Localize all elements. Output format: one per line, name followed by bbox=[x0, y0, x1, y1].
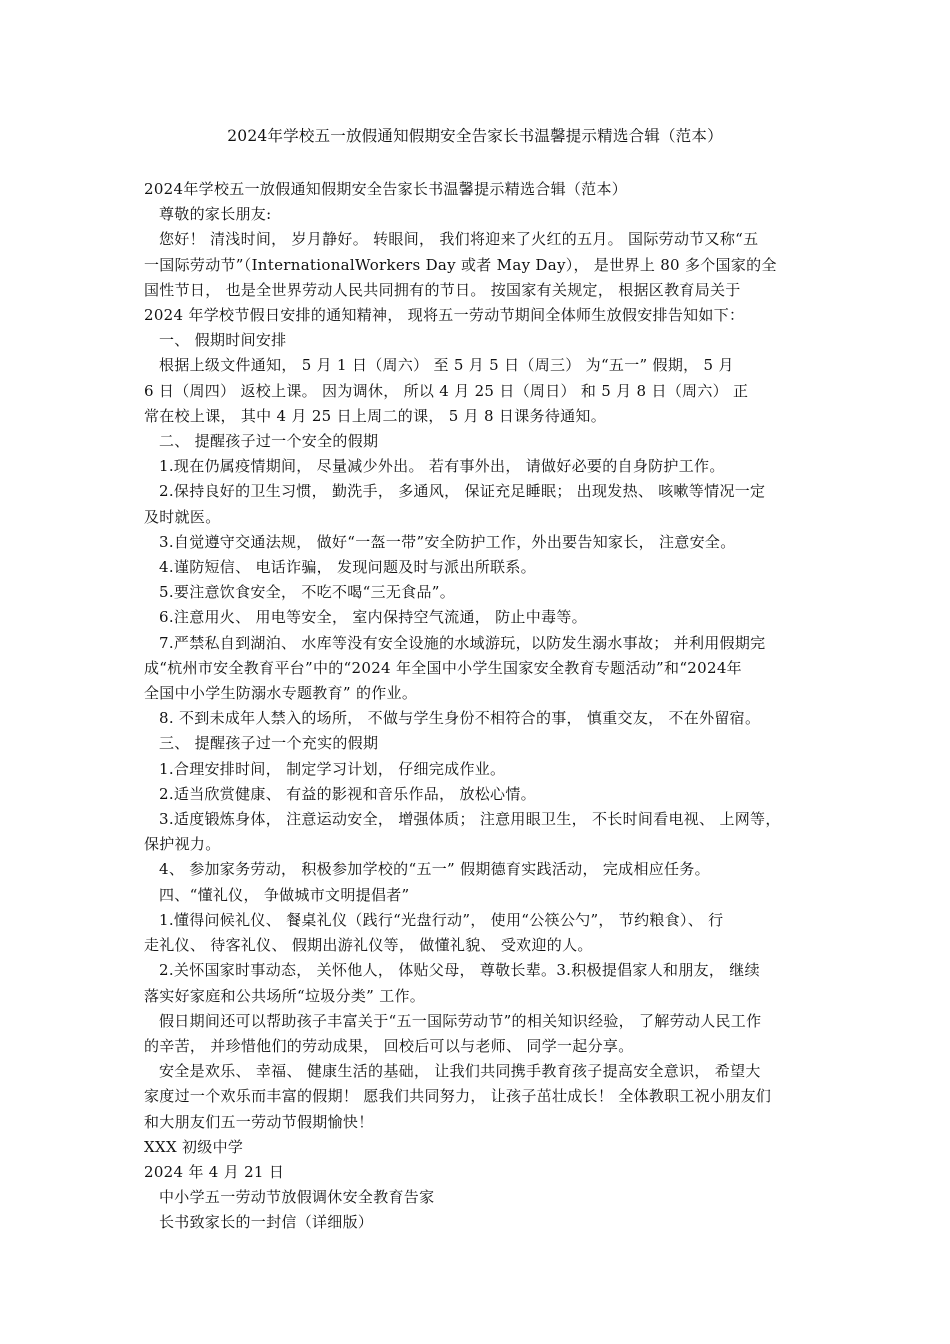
body-line: 一国际劳动节”（InternationalWorkers Day 或者 May Day）， 是世界上 80 多个国家的全 bbox=[144, 255, 777, 274]
body-line: 安全是欢乐、 幸福、 健康生活的基础， 让我们共同携手教育孩子提高安全意识， 希望大 bbox=[159, 1062, 761, 1081]
body-line: 假日期间还可以帮助孩子丰富关于“五一国际劳动节”的相关知识经验， 了解劳动人民工作 bbox=[159, 1011, 762, 1030]
body-line: 中小学五一劳动节放假调休安全教育告家 bbox=[159, 1188, 435, 1207]
body-line: 5.要注意饮食安全， 不吃不喝“三无食品”。 bbox=[159, 583, 456, 602]
body-line: 3.自觉遵守交通法规， 做好“一盔一带”安全防护工作，外出要告知家长， 注意安全。 bbox=[159, 532, 736, 551]
body-line: 7.严禁私自到湖泊、 水库等没有安全设施的水域游玩，以防发生溺水事故； 并利用假期完 bbox=[159, 633, 766, 652]
body-line: 根据上级文件通知， 5 月 1 日（周六） 至 5 月 5 日（周三） 为“五一” 假期， 5 月 bbox=[159, 356, 734, 375]
body-line: 成“杭州市安全教育平台”中的“2024 年全国中小学生国家安全教育专题活动”和“2024年 bbox=[144, 658, 742, 677]
body-line: 尊敬的家长朋友: bbox=[159, 205, 272, 224]
body-line: 3.适度锻炼身体， 注意运动安全， 增强体质； 注意用眼卫生， 不长时间看电视、 上网等， bbox=[159, 810, 781, 829]
body-line: 落实好家庭和公共场所“垃圾分类” 工作。 bbox=[144, 986, 426, 1005]
body-line: 三、 提醒孩子过一个充实的假期 bbox=[159, 734, 379, 753]
document-body bbox=[144, 177, 812, 1236]
body-line: 2.保持良好的卫生习惯， 勤洗手， 多通风， 保证充足睡眠； 出现发热、 咳嗽等情况一定 bbox=[159, 482, 766, 501]
body-line: 全国中小学生防溺水专题教育” 的作业。 bbox=[144, 684, 418, 703]
body-line: 四、“懂礼仪， 争做城市文明提倡者” bbox=[159, 885, 410, 904]
body-line: 1.现在仍属疫情期间， 尽量减少外出。 若有事外出， 请做好必要的自身防护工作。 bbox=[159, 457, 725, 476]
body-line: 国性节日， 也是全世界劳动人民共同拥有的节日。 按国家有关规定， 根据区教育局关于 bbox=[144, 280, 741, 299]
body-line: 6.注意用火、 用电等安全， 室内保持空气流通， 防止中毒等。 bbox=[159, 608, 587, 627]
body-line: 常在校上课， 其中 4 月 25 日上周二的课， 5 月 8 日课务待通知。 bbox=[144, 406, 607, 425]
body-line: 4、 参加家务劳动， 积极参加学校的“五一” 假期德育实践活动， 完成相应任务。 bbox=[159, 860, 710, 879]
body-line: 一、 假期时间安排 bbox=[159, 331, 287, 350]
body-line: 保护视力。 bbox=[144, 835, 221, 854]
body-line: 走礼仪、 待客礼仪、 假期出游礼仪等， 做懂礼貌、 受欢迎的人。 bbox=[144, 936, 593, 955]
body-line: 二、 提醒孩子过一个安全的假期 bbox=[159, 432, 379, 451]
body-line: 2.适当欣赏健康、 有益的影视和音乐作品， 放松心情。 bbox=[159, 784, 536, 803]
body-line: 6 日（周四） 返校上课。 因为调休， 所以 4 月 25 日（周日） 和 5 月 8 日（周六） 正 bbox=[144, 381, 749, 400]
body-line: 和大朋友们五一劳动节假期愉快！ bbox=[144, 1112, 374, 1131]
body-line: 您好！ 清浅时间， 岁月静好。 转眼间， 我们将迎来了火红的五月。 国际劳动节又称“五 bbox=[159, 230, 759, 249]
body-line: 2024 年学校节假日安排的通知精神， 现将五一劳动节期间全体师生放假安排告知如下： bbox=[144, 306, 745, 325]
body-line: 1.合理安排时间， 制定学习计划， 仔细完成作业。 bbox=[159, 759, 506, 778]
body-line: 2024年学校五一放假通知假期安全告家长书温馨提示精选合辑（范本） bbox=[144, 180, 628, 198]
body-line: 2.关怀国家时事动态， 关怀他人， 体贴父母， 尊敬长辈。3.积极提倡家人和朋友， 继续 bbox=[159, 961, 760, 980]
body-line: 1.懂得问候礼仪、 餐桌礼仪（践行“光盘行动”， 使用“公筷公勺”， 节约粮食）、 行 bbox=[159, 910, 724, 929]
body-line: 8. 不到未成年人禁入的场所， 不做与学生身份不相符合的事， 慎重交友， 不在外留宿。 bbox=[159, 709, 761, 728]
body-line: 家度过一个欢乐而丰富的假期！ 愿我们共同努力， 让孩子茁壮成长！ 全体教职工祝小朋友们 bbox=[144, 1087, 772, 1106]
body-line: 的辛苦， 并珍惜他们的劳动成果， 回校后可以与老师、 同学一起分享。 bbox=[144, 1036, 634, 1055]
body-line: XXX 初级中学 bbox=[144, 1137, 244, 1156]
document-title: 2024年学校五一放假通知假期安全告家长书温馨提示精选合辑（范本） bbox=[227, 127, 723, 145]
body-line: 长书致家长的一封信（详细版） bbox=[159, 1213, 374, 1232]
body-line: 4.谨防短信、 电话诈骗， 发现问题及时与派出所联系。 bbox=[159, 558, 536, 577]
body-line: 及时就医。 bbox=[144, 507, 221, 526]
body-line: 2024 年 4 月 21 日 bbox=[144, 1162, 285, 1181]
